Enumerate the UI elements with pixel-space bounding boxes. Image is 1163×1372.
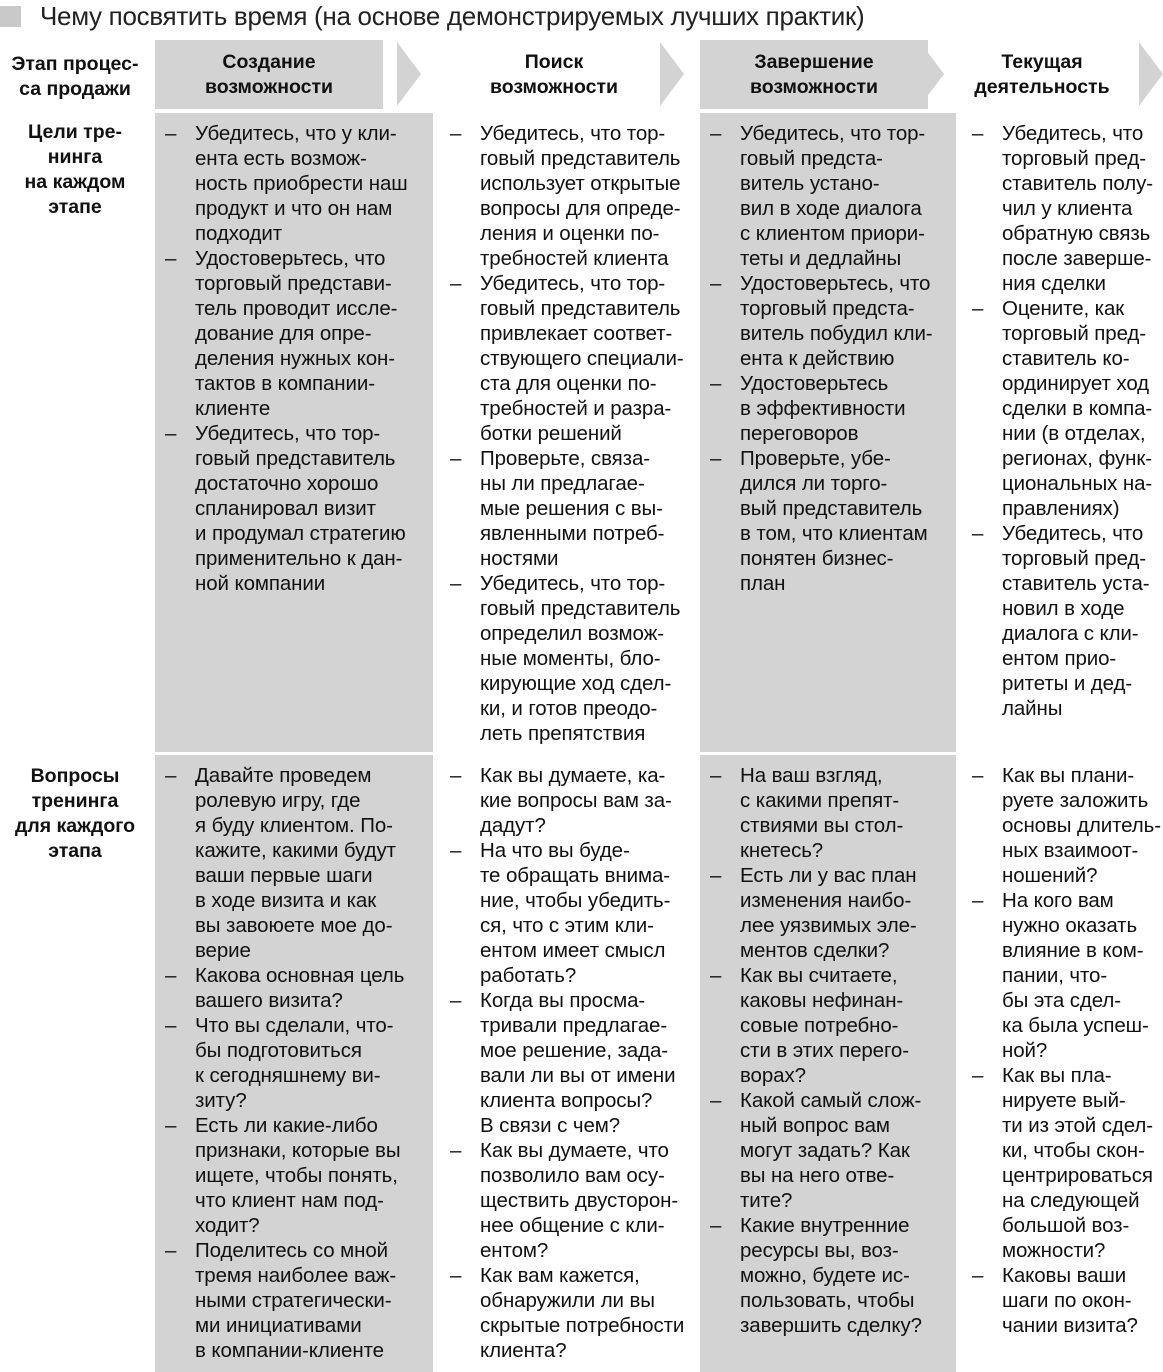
bullet-list: [440, 763, 696, 1363]
table-cell: [962, 755, 1163, 1372]
column-header: Завершение возможности: [700, 40, 928, 109]
list-item: – Оцените, как торговый пред- ставитель ко- ординирует ход сделки в компа- нии (в отделах, регионах, функ- циональных на- правлениях): [962, 296, 1163, 521]
list-item: – Убедитесь, что тор- говый представитель привлекает соответ- ствующего специали- ста для оценки по- требностей и разра- ботки решений: [440, 271, 696, 446]
list-item: – Поделитесь со мной тремя наиболее важ- ными стратегически- ми инициативами в компании-клиенте: [155, 1238, 433, 1363]
list-item: – Убедитесь, что тор- говый предста- витель устано- вил в ходе диалога с клиентом приори- теты и дедлайны: [700, 121, 956, 271]
list-item: – Давайте проведем ролевую игру, где я буду клиентом. По- кажите, какими будут ваши первые шаги в ходе визита и как вы завоюете мое до- верие: [155, 763, 433, 963]
list-item: – Убедитесь, что торговый пред- ставитель полу- чил у клиента обратную связь после заверше- ния сделки: [962, 121, 1163, 296]
list-item: – Как вы думаете, ка- кие вопросы вам за- дадут?: [440, 763, 696, 838]
list-item: – Каковы ваши шаги по окон- чании визита?: [962, 1263, 1163, 1338]
list-item: – Как вы считаете, каковы нефинан- совые потребно- сти в этих перего- ворах?: [700, 963, 956, 1088]
row-label: Цели тре- нинга на каждом этапе: [24, 121, 126, 218]
list-item: – Есть ли у вас план изменения наибо- лее уязвимых эле- ментов сделки?: [700, 863, 956, 963]
bullet-list: [962, 763, 1163, 1338]
page-title: Чему посвятить время (на основе демонстрируемых лучших практик): [40, 1, 865, 31]
chevron-right-icon: [660, 42, 684, 106]
list-item: – Убедитесь, что у кли- ента есть возмож- ность приобрести наш продукт и что он нам подходит: [155, 121, 433, 246]
table-cell: [440, 113, 696, 752]
list-item: – Как вы думаете, что позволило вам осу- ществить двусторон- нее общение с кли- ентом?: [440, 1138, 696, 1263]
list-item: – Удостоверьтесь, что торговый предста- витель побудил кли- ента к действию: [700, 271, 956, 371]
table-cell: [440, 755, 696, 1372]
chevron-right-icon: [1139, 42, 1163, 106]
list-item: – Как вы пла- нируете вый- ти из этой сдел- ки, чтобы скон- центрироваться на следующей большой воз- можности?: [962, 1063, 1163, 1263]
list-item: – Как вы плани- руете заложить основы длитель- ных взаимоот- ношений?: [962, 763, 1163, 888]
chevron-right-icon: [920, 42, 944, 106]
list-item: – На что вы буде- те обращать внима- ние, чтобы убедить- ся, что с этим кли- ентом имеет смысл работать?: [440, 838, 696, 988]
list-item: – Удостоверьтесь, что торговый представи- тель проводит иссле- дование для опре- деления нужных кон- тактов в компании- клиенте: [155, 246, 433, 421]
chevron-right-icon: [397, 42, 421, 106]
list-item: – Убедитесь, что тор- говый представитель использует открытые вопросы для опреде- ления и оценки по- требностей клиента: [440, 121, 696, 271]
column-header: Поиск возможности: [489, 50, 619, 98]
column-header: Текущая деятельность: [974, 50, 1110, 98]
bullet-list: [700, 121, 956, 596]
bullet-list: [155, 763, 433, 1363]
table-cell: [700, 113, 956, 752]
list-item: – Какова основная цель вашего визита?: [155, 963, 433, 1013]
table-cell: [700, 755, 956, 1372]
list-item: – Какой самый слож- ный вопрос вам могут задать? Как вы на него отве- тите?: [700, 1088, 956, 1213]
list-item: – Убедитесь, что тор- говый представитель достаточно хорошо спланировал визит и продумал стратегию применительно к дан- ной компании: [155, 421, 433, 596]
bullet-list: [962, 121, 1163, 721]
list-item: – На кого вам нужно оказать влияние в ком- пании, что- бы эта сдел- ка была успеш- ной?: [962, 888, 1163, 1063]
table-cell: [962, 113, 1163, 752]
list-item: – Как вам кажется, обнаружили ли вы скрытые потребности клиента?: [440, 1263, 696, 1363]
list-item: – Удостоверьтесь в эффективности переговоров: [700, 371, 956, 446]
list-item: – Есть ли какие-либо признаки, которые вы ищете, чтобы понять, что клиент нам под- ходит?: [155, 1113, 433, 1238]
table-cell: [155, 113, 433, 752]
title-square-icon: [0, 6, 21, 27]
bullet-list: [700, 763, 956, 1338]
list-item: – На ваш взгляд, с какими препят- ствиями вы стол- кнетесь?: [700, 763, 956, 863]
bullet-list: [155, 121, 433, 596]
list-item: – Проверьте, убе- дился ли торго- вый представитель в том, что клиентам понятен бизнес- план: [700, 446, 956, 596]
header-row-label: Этап процес- са продажи: [11, 53, 139, 100]
list-item: – Убедитесь, что тор- говый представитель определил возмож- ные моменты, бло- кирующие ход сдел- ки, и готов преодо- леть препятствия: [440, 571, 696, 746]
table-cell: [155, 755, 433, 1372]
list-item: – Когда вы просма- тривали предлагае- мое решение, зада- вали ли вы от имени клиента вопросы? В связи с чем?: [440, 988, 696, 1138]
list-item: – Какие внутренние ресурсы вы, воз- можно, будете ис- пользовать, чтобы завершить сделку?: [700, 1213, 956, 1338]
list-item: – Убедитесь, что торговый пред- ставитель уста- новил в ходе диалога с кли- ентом прио- ритеты и дед- лайны: [962, 521, 1163, 721]
column-header: Создание возможности: [155, 40, 383, 109]
bullet-list: [440, 121, 696, 746]
list-item: – Проверьте, связа- ны ли предлагае- мые решения с вы- явленными потреб- ностями: [440, 446, 696, 571]
row-label: Вопросы тренинга для каждого этапа: [14, 765, 136, 862]
list-item: – Что вы сделали, что- бы подготовиться к сегодняшнему ви- зиту?: [155, 1013, 433, 1113]
